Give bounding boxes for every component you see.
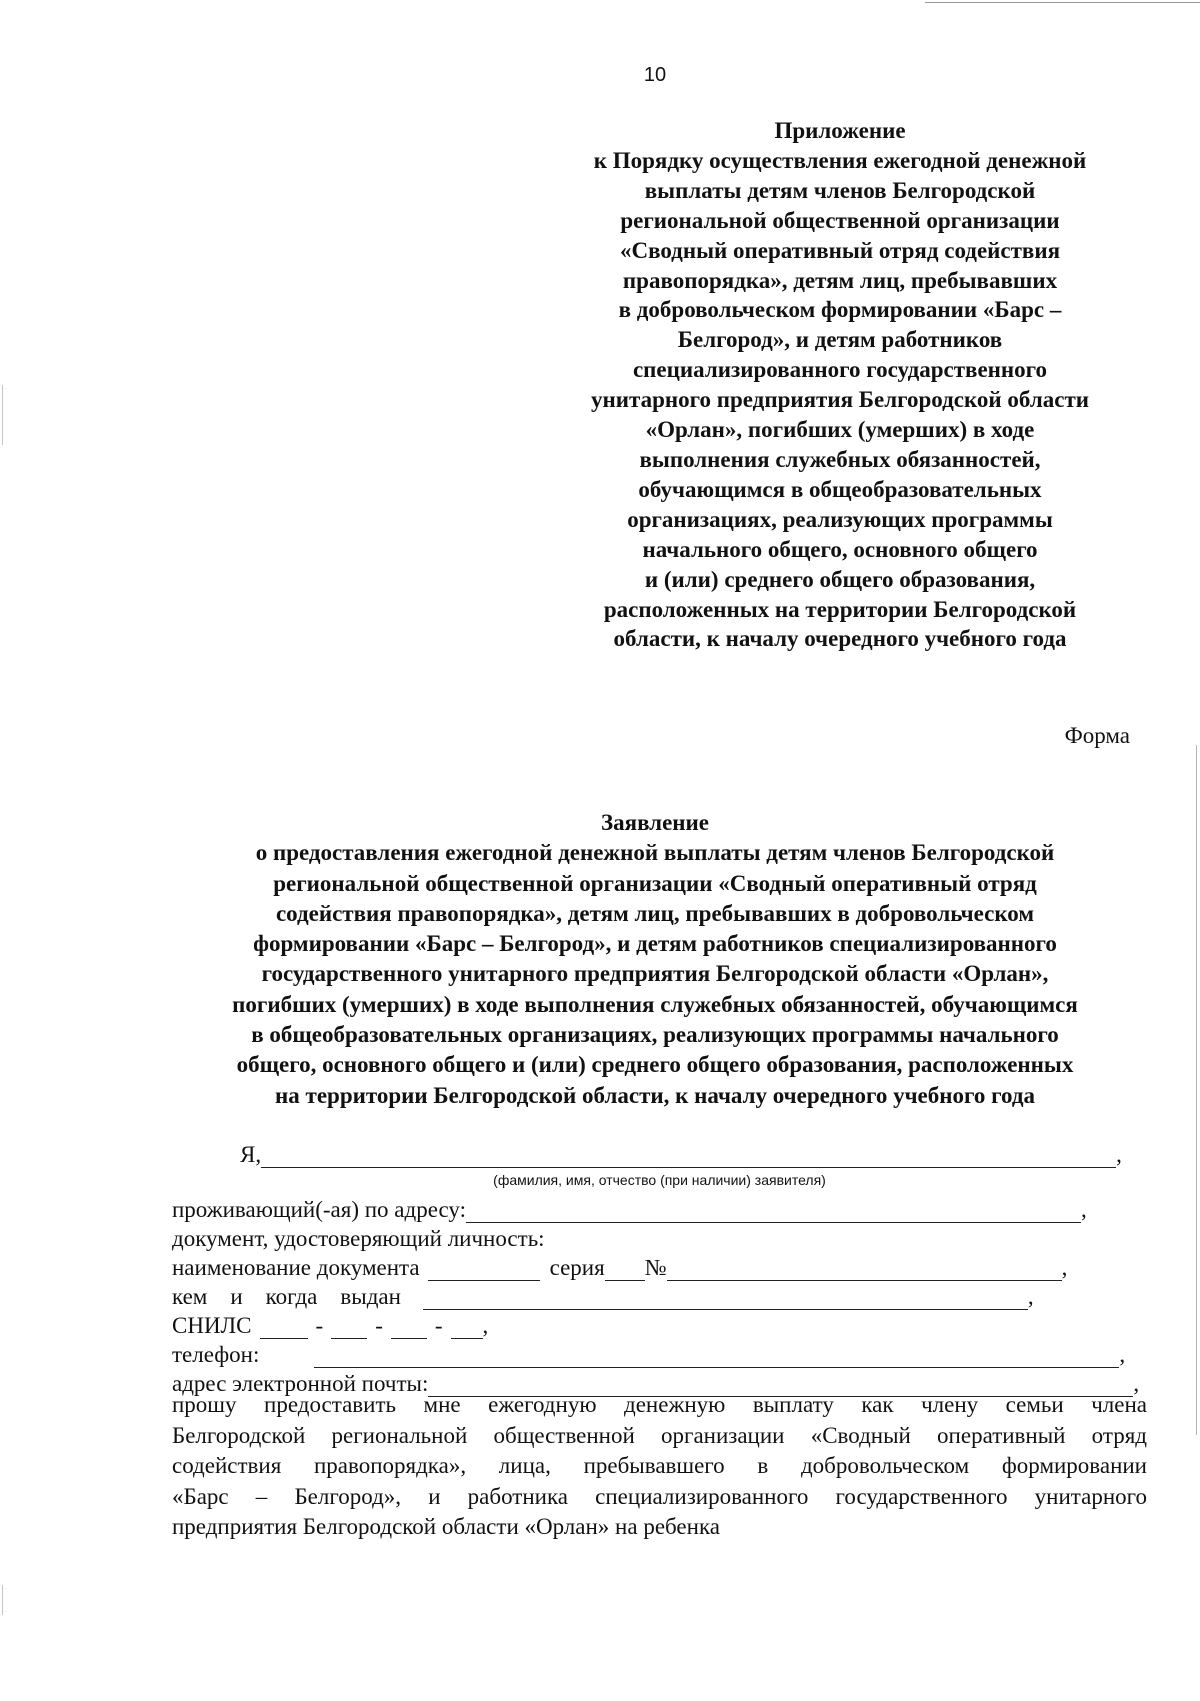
appendix-line: унитарного предприятия Белгородской области <box>590 387 1089 413</box>
statement-line: в общеобразовательных организациях, реализующих программы начального <box>251 1022 1059 1048</box>
statement-line: общего, основного общего и (или) среднего общего образования, расположенных <box>236 1052 1074 1078</box>
paragraph-line: «Барс – Белгород», и работника специализированного государственного унитарного <box>172 1483 1147 1509</box>
field-comma: , <box>1080 1197 1087 1222</box>
series-label: серия <box>549 1255 605 1280</box>
snils-row <box>172 1313 1147 1343</box>
field-comma: , <box>1027 1284 1034 1309</box>
statement-line: на территории Белгородской области, к началу очередного учебного года <box>275 1082 1035 1108</box>
document-name-field[interactable] <box>428 1258 540 1281</box>
applicant-row <box>172 1142 1147 1172</box>
appendix-line: начального общего, основного общего <box>642 536 1038 562</box>
appendix-line: «Орлан», погибших (умерших) в ходе <box>645 417 1035 443</box>
scan-edge-line <box>1196 745 1197 1435</box>
id-document-label: документ, удостоверяющий личность: <box>172 1226 545 1251</box>
number-label: № <box>644 1255 667 1280</box>
paragraph-line: прошу предоставить мне ежегодную денежную выплату как члену семьи члена <box>172 1392 1147 1417</box>
phone-row <box>172 1342 1147 1372</box>
snils-dash: - <box>315 1313 324 1338</box>
paragraph-line: предприятия Белгородской области «Орлан» на ребенка <box>172 1514 720 1539</box>
statement-line: региональной общественной организации «Сводный оперативный отряд <box>273 870 1037 896</box>
appendix-heading <box>535 116 1145 654</box>
appendix-line: области, к началу очередного учебного года <box>613 626 1067 652</box>
snils-field-2[interactable] <box>331 1316 367 1339</box>
email-label: адрес электронной почты: <box>172 1371 429 1396</box>
phone-field[interactable] <box>314 1345 1119 1368</box>
scan-edge-line <box>2 1585 3 1615</box>
statement-line: формировании «Барс – Белгород», и детям работников специализированного <box>253 931 1057 957</box>
id-document-row <box>172 1226 1147 1256</box>
appendix-line: «Сводный оперативный отряд содействия <box>619 237 1061 263</box>
document-row <box>172 1255 1147 1285</box>
paragraph-line: содействия правопорядка», лица, пребывавшего в добровольческом формировании <box>172 1453 1147 1478</box>
appendix-line: Белгород», и детям работников <box>677 327 1003 353</box>
appendix-line: выполнения служебных обязанностей, <box>639 446 1041 472</box>
statement-line: погибших (умерших) в ходе выполнения служебных обязанностей, обучающимся <box>232 991 1078 1017</box>
snils-field-3[interactable] <box>391 1316 427 1339</box>
appendix-line: и (или) среднего общего образования, <box>644 566 1036 592</box>
snils-label: СНИЛС <box>172 1313 252 1338</box>
statement-title: Заявление <box>600 810 710 835</box>
applicant-name-field[interactable] <box>261 1145 1116 1168</box>
appendix-line: организациях, реализующих программы <box>627 506 1053 532</box>
form-label: Форма <box>1064 723 1130 748</box>
snils-field-1[interactable] <box>260 1316 308 1339</box>
appendix-line: правопорядка», детям лиц, пребывавших <box>622 267 1058 293</box>
page-number: 10 <box>643 64 667 86</box>
snils-dash: - <box>375 1313 383 1338</box>
address-row <box>172 1197 1147 1227</box>
appendix-line: обучающимся в общеобразовательных <box>638 476 1042 502</box>
statement-heading <box>160 808 1150 1111</box>
field-comma: , <box>1133 1371 1140 1396</box>
scan-edge-line <box>2 385 3 445</box>
appendix-line: к Порядку осуществления ежегодной денежной <box>593 147 1087 173</box>
issued-by-row <box>172 1284 1147 1314</box>
field-comma: , <box>1061 1255 1068 1280</box>
appendix-line: региональной общественной организации <box>620 207 1060 233</box>
field-comma: , <box>1119 1342 1126 1367</box>
address-field[interactable] <box>466 1200 1081 1223</box>
appendix-line: Приложение <box>774 118 906 143</box>
issued-by-label: кем и когда выдан <box>172 1284 401 1309</box>
applicant-hint: (фамилия, имя, отчество (при наличии) заявителя) <box>493 1172 826 1188</box>
scan-edge-line <box>925 2 1200 3</box>
appendix-line: выплаты детям членов Белгородской <box>644 177 1036 203</box>
statement-line: государственного унитарного предприятия Белгородской области «Орлан», <box>261 961 1049 987</box>
appendix-line: специализированного государственного <box>632 357 1048 383</box>
appendix-line: в добровольческом формировании «Барс – <box>618 297 1062 323</box>
field-comma: , <box>482 1313 489 1338</box>
document-number-field[interactable] <box>667 1258 1062 1281</box>
phone-label: телефон: <box>172 1342 260 1367</box>
field-comma: , <box>1116 1142 1122 1167</box>
address-label: проживающий(-ая) по адресу: <box>172 1197 466 1222</box>
issued-by-field[interactable] <box>423 1287 1028 1310</box>
statement-line: содействия правопорядка», детям лиц, пребывавших в добровольческом <box>275 900 1035 926</box>
series-field[interactable] <box>605 1258 645 1281</box>
applicant-prefix: Я, <box>240 1142 262 1167</box>
snils-field-4[interactable] <box>451 1316 483 1339</box>
appendix-line: расположенных на территории Белгородской <box>603 596 1077 622</box>
statement-line: о предоставления ежегодной денежной выплаты детям членов Белгородской <box>255 840 1055 866</box>
snils-dash: - <box>434 1313 443 1338</box>
paragraph-line: Белгородской региональной общественной организации «Сводный оперативный отряд <box>172 1422 1147 1448</box>
request-paragraph <box>172 1390 1147 1543</box>
document-name-label: наименование документа <box>172 1255 420 1280</box>
